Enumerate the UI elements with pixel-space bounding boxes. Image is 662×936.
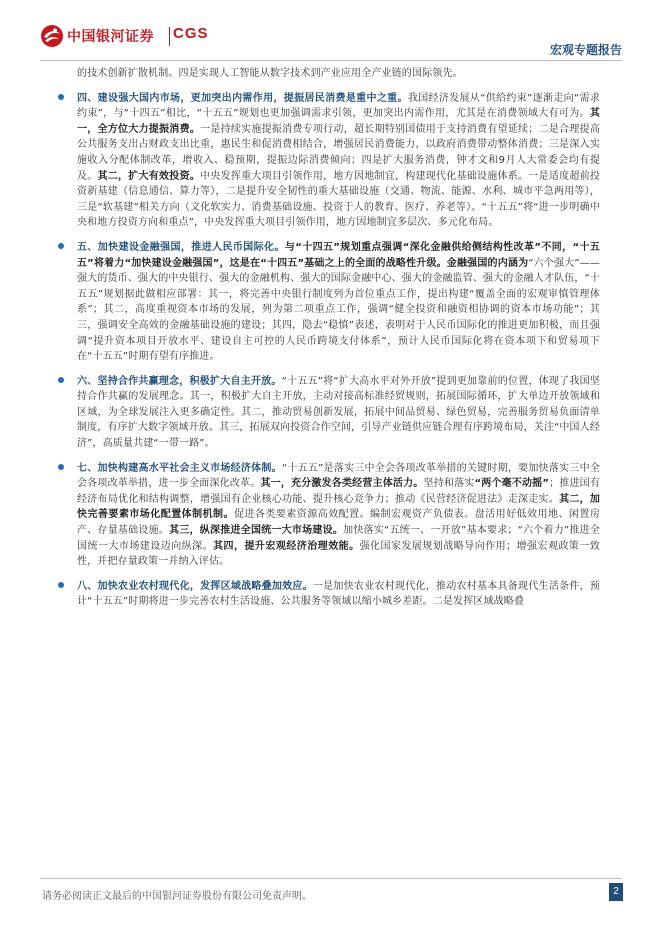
body-text: “十五五”是落实三中全会各项改革举措的关键时期，要加快落实三中全会各项改革举措，进一步全面深化改革。: [77, 462, 601, 490]
emphasis-text: 与“十四五”规划重点强调“深化金融供给侧结构性改革”不同，“十五五”将着力“加快建设金融强国”，这是在“十四五”基础之上的全面的战略性升级。金融强国的内涵为: [77, 241, 600, 269]
bullet-paragraph: [52, 240, 600, 365]
paragraph-text: [77, 91, 600, 231]
brand-divider: [169, 27, 170, 46]
section-heading: 五、加快建设金融强国，推进人民币国际化。: [77, 241, 285, 253]
bullet-paragraph: [52, 91, 600, 231]
section-heading: 八、加快农业农村现代化，发挥区域战略叠加效应。: [77, 580, 313, 592]
bullet-paragraph: [52, 461, 600, 570]
bullet-dot-icon: [58, 94, 64, 100]
paragraph-text: [77, 461, 600, 570]
emphasis-text: 其三，纵深推进全国统一大市场建设。: [169, 525, 344, 537]
body-text: 强化国家发展规划战略导向作用；增强宏观政策一致性，并把存量政策一并纳入评估。: [77, 540, 600, 568]
emphasis-text: 其一，充分激发各类经营主体活力。: [260, 478, 424, 490]
body-text: 坚持和落实: [423, 478, 475, 490]
body-text: 的技术创新扩散机制。四是实现人工智能从数字技术到产业应用全产业链的国际领先。: [77, 68, 463, 79]
page-header: [0, 0, 662, 62]
header-divider: [40, 60, 622, 61]
brand-name-en: CGS: [173, 25, 209, 42]
paragraph-text: [77, 579, 600, 610]
body-text: 中央发挥重大项目引领作用，地方因地制宜，构建现代化基础设施体系。一是适度超前投资新基建（信息通信、算力等），二是提升安全韧性的重大基础设施（交通、物流、能源、水利、城市平急两用等），三是“软基建”相关方向（文化软实力、消费基础设施、投资于人的教育、医疗、养老等）。“十五五”将“进一步明确中央和地方投资方向和重点”，中央发挥重大项目引领作用，地方因地制宜多层次、多元化布局。: [77, 170, 600, 229]
bullet-dot-icon: [58, 243, 64, 249]
body-text: “十五五”将“扩大高水平对外开放”提到更加靠前的位置，体现了我国坚持合作共赢的发展理念。其一，积极扩大自主开放，主动对接高标准经贸规则，拓展国际循环，扩大单边开放领域和区域，为全球发展注入更多确定性。其二，推动贸易创新发展，拓展中间品贸易、绿色贸易，完善服务贸易负面清单制度，有序扩大数字领域开放。其三，拓展双向投资合作空间，引导产业链供应链合理有序跨境布局，关注“中国人经济”，高质量共建“一带一路”。: [77, 375, 600, 450]
body-text: 促进各类要素资源高效配置。编制宏观资产负债表。盘活用好低效用地、闲置房产、存量基础设施。: [77, 509, 601, 537]
body-text: 一是加快农业农村现代化，推动农村基本具备现代生活条件，预计“十五五”时期将进一步完善农村生活设施、公共服务等领域以缩小城乡差距。二是发挥区域战略叠: [77, 580, 601, 608]
section-heading: 七、加快构建高水平社会主义市场经济体制。: [77, 462, 282, 474]
continuation-paragraph: [52, 66, 600, 82]
emphasis-text: 其二，扩大有效投资。: [97, 170, 201, 182]
emphasis-text: 其二，加快完善要素市场化配置体制机制。: [77, 493, 600, 521]
page-number: 2: [609, 883, 623, 901]
bullet-dot-icon: [58, 582, 64, 588]
section-heading: 四、建设强大国内市场，更加突出内需作用，提振居民消费是重中之重。: [77, 92, 408, 104]
body-text: 加快落实“五统一、一开放”基本要求；“六个着力”推进全国统一大市场建设迈向纵深。: [77, 525, 600, 552]
emphasis-text: 其四，提升宏观经济治理效能。: [213, 540, 360, 552]
footer-divider: [40, 878, 622, 879]
paragraph-text: [77, 374, 600, 452]
report-type-label: 宏观专题报告: [549, 43, 622, 57]
bullet-paragraph: [52, 579, 600, 610]
bullet-paragraph: [52, 374, 600, 452]
body-text: ；推进国有经济布局优化和结构调整，增强国有企业核心功能、提升核心竞争力；推动《民营经济促进法》走深走实。: [77, 478, 601, 505]
emphasis-text: 其一，全方位大力提振消费。: [77, 108, 600, 135]
section-heading: 六、坚持合作共赢理念，积极扩大自主开放。: [77, 375, 282, 387]
body-text: “六个强大”——强大的货币、强大的中央银行、强大的金融机构、强大的国际金融中心、强大的金融监管、强大的金融人才队伍，“十五五”规划据此做相应部署：其一，将完善中央银行制度列为首位重点工作，提出构建“覆盖全面的宏观审慎管理体系”；其二，高度重视资本市场的发展，列为第二项重点工作，强调“健全投资和融资相协调的资本市场功能”；其三，强调安全高效的金融基础设施的建设；其四，隐去“稳慎”表述，表明对于人民币国际化的推进更加积极，而且强调“提升资本项目开放水平、建设自主可控的人民币跨境支付体系”，预计人民币国际化将在资本项下和贸易项下在“十五五”时期有望有序推进。: [77, 257, 601, 363]
body-text: 我国经济发展从“供给约束”逐渐走向“需求约束”，与“十四五”相比，“十五五”规划也更加强调需求引领，更加突出内需作用，尤其是在消费领域大有可为。: [77, 92, 600, 120]
bullet-dot-icon: [58, 464, 64, 470]
cgs-logo-icon: [40, 24, 64, 48]
disclaimer-note: 请务必阅读正文最后的中国银河证券股份有限公司免责声明。: [42, 891, 312, 902]
report-body: [52, 66, 600, 619]
body-text: 一是持续实施提振消费专项行动，超长期特别国债用于支持消费有望延续；二是合理提高公共服务支出占财政支出比重，惠民生和促消费相结合，增强居民消费能力，以政府消费带动整体消费；三是深入实施收入分配体制改革，增收入、稳预期，提振边际消费倾向；四是扩大服务消费，钟才文和9月人大常委会均有提及。: [77, 123, 600, 182]
brand-name-cn: 中国银河证券: [67, 29, 154, 45]
paragraph-text: [77, 66, 600, 82]
paragraph-text: [77, 240, 600, 365]
emphasis-text: “两个毫不动摇”: [474, 478, 550, 490]
bullet-dot-icon: [58, 377, 64, 383]
